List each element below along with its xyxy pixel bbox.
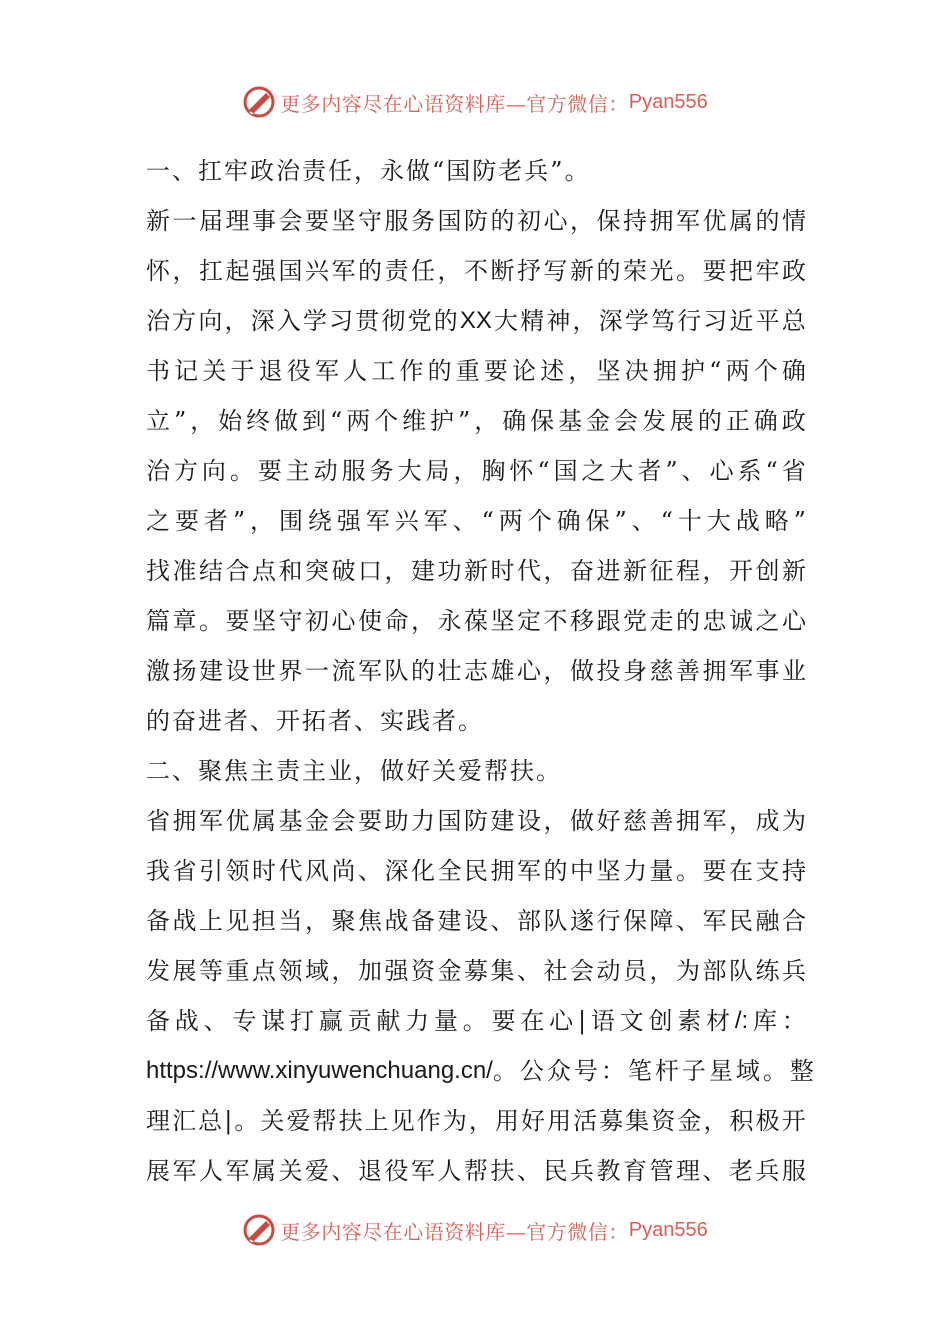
text-line: 备 战 、 专 谋 打 赢 贡 献 力 量 。 要 在 心 | 语 文 创 素 材 /: 库 ： [146, 1007, 806, 1035]
text-line: 二、聚焦主责主业，做好关爱帮扶。 [146, 757, 562, 785]
footer-banner [0, 1208, 950, 1252]
text-line: https://www.xinyuwenchuang.cn/ 。公众号：笔杆子星域。整 [146, 1057, 817, 1085]
pen-logo-icon [242, 1213, 276, 1247]
banner-text: 更多内容尽在心语资料库—官方微信： [280, 91, 629, 116]
text-line: 理 汇 总 | 。 关 爱 帮 扶 上 见 作 为 ， 用 好 用 活 募 集 资 金 ， 积 极 开 [146, 1107, 806, 1135]
text-line: 发 展 等 重 点 领 域 ， 加 强 资 金 募 集 、 社 会 动 员 ， 为 部 队 练 兵 [146, 957, 806, 985]
text-line: 找 准 结 合 点 和 突 破 口 ， 建 功 新 时 代 ， 奋 进 新 征 程 ， 开 创 新 [146, 557, 806, 585]
banner-text: 更多内容尽在心语资料库—官方微信： [280, 1219, 629, 1244]
text-line: 激 扬 建 设 世 界 一 流 军 队 的 壮 志 雄 心 ， 做 投 身 慈 善 拥 军 事 业 [146, 657, 806, 685]
text-line: 篇 章 。 要 坚 守 初 心 使 命 ， 永 葆 坚 定 不 移 跟 党 走 的 忠 诚 之 心 [146, 607, 806, 635]
header-banner [0, 80, 950, 124]
text-line: 怀 ， 扛 起 强 国 兴 军 的 责 任 ， 不 断 抒 写 新 的 荣 光 。 要 把 牢 政 [146, 257, 806, 285]
text-line: 之 要 者 ” ， 围 绕 强 军 兴 军 、 “ 两 个 确 保 ” 、 “ 十 大 战 略 ” [146, 507, 806, 535]
text-line: 新 一 届 理 事 会 要 坚 守 服 务 国 防 的 初 心 ， 保 持 拥 军 优 属 的 情 [146, 207, 806, 235]
text-line: 备 战 上 见 担 当 ， 聚 焦 战 备 建 设 、 部 队 遂 行 保 障 、 军 民 融 合 [146, 907, 806, 935]
banner-wechat-id: Pyan556 [628, 90, 708, 113]
text-line: 立 ” ， 始 终 做 到 “ 两 个 维 护 ” ， 确 保 基 金 会 发 展 的 正 确 政 [146, 407, 806, 435]
text-line: 的奋进者、开拓者、实践者。 [146, 707, 484, 735]
document-body [146, 146, 817, 1196]
text-line: 一、扛牢政治责任，永做“国防老兵”。 [146, 157, 591, 185]
text-line: 治 方 向 。 要 主 动 服 务 大 局 ， 胸 怀 “ 国 之 大 者 ” 、 心 系 “ 省 [146, 457, 806, 485]
text-line: 展 军 人 军 属 关 爱 、 退 役 军 人 帮 扶 、 民 兵 教 育 管 理 、 老 兵 服 [146, 1157, 806, 1185]
pen-logo-icon [242, 85, 276, 119]
text-line: 书 记 关 于 退 役 军 人 工 作 的 重 要 论 述 ， 坚 决 拥 护 “ 两 个 确 [146, 357, 806, 385]
text-line: 治 方 向 ， 深 入 学 习 贯 彻 党 的 XX 大 精 神 ， 深 学 笃 行 习 近 平 总 [146, 307, 806, 335]
text-line: 省 拥 军 优 属 基 金 会 要 助 力 国 防 建 设 ， 做 好 慈 善 拥 军 ， 成 为 [146, 807, 806, 835]
text-line: 我 省 引 领 时 代 风 尚 、 深 化 全 民 拥 军 的 中 坚 力 量 。 要 在 支 持 [146, 857, 806, 885]
banner-wechat-id: Pyan556 [628, 1218, 708, 1241]
